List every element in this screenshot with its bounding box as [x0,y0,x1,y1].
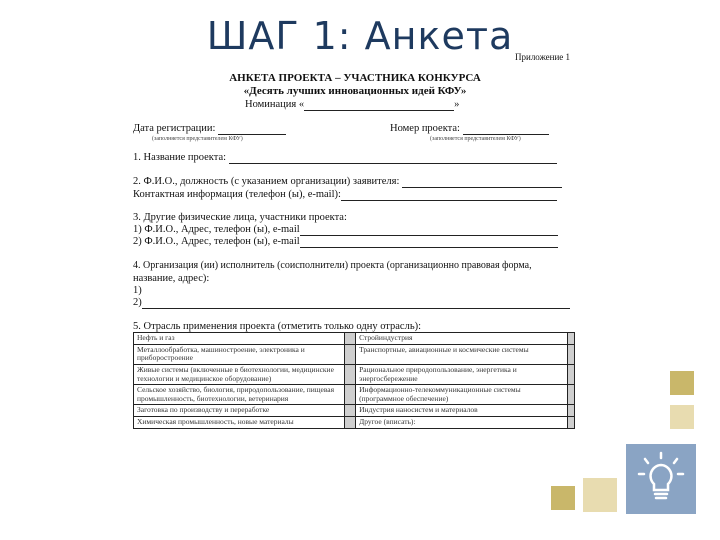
industry-checkbox[interactable] [567,333,574,345]
q3-label: 3. Другие физические лица, участники проекта: [133,212,347,223]
project-no-row [390,122,549,135]
industry-checkbox[interactable] [567,385,574,405]
project-no-label: Номер проекта: [390,123,460,134]
industry-cell: Химическая промышленность, новые материалы [134,417,345,429]
q4-label: 4. Организация (ии) исполнитель (соисполнители) проекта (организационно правовая форма, [133,260,532,271]
nomination-row [245,98,459,111]
q4-1-label: 1) [133,285,142,296]
industry-cell: Металлообработка, машиностроение, электроника и приборостроение [134,344,345,364]
industry-table-row [134,385,575,405]
q3-2-label: 2) Ф.И.О., Адрес, телефон (ы), e-mail [133,236,300,247]
industry-checkbox[interactable] [344,333,355,345]
industry-checkbox[interactable] [344,364,355,384]
q1-field[interactable] [229,154,557,164]
q4-2-label: 2) [133,297,142,308]
nomination-label: Номинация « [245,99,305,110]
reg-date-label: Дата регистрации: [133,123,216,134]
industry-cell: Рациональное природопользование, энергетика и энергосбережение [356,364,568,384]
nomination-field[interactable] [304,101,454,111]
industry-checkbox[interactable] [567,405,574,417]
industry-checkbox[interactable] [344,344,355,364]
decor-square-olive [670,371,694,395]
industry-cell: Живые системы (включенные в биотехнологии, медицинские технологии и медицинское оборудование) [134,364,345,384]
decor-square-beige [670,405,694,429]
q4-2-row [133,296,570,309]
project-no-hint: (заполняется представителем КФУ) [430,136,521,142]
q2-contact-row [133,188,557,201]
appendix-label: Приложение 1 [515,52,571,62]
q4-2-field[interactable] [142,299,570,309]
industry-table-row [134,364,575,384]
q3-2-row [133,235,558,248]
industry-checkbox[interactable] [344,405,355,417]
industry-checkbox[interactable] [567,364,574,384]
industry-cell: Стройиндустрия [356,333,568,345]
industry-checkbox[interactable] [344,385,355,405]
industry-checkbox[interactable] [567,344,574,364]
q1-label: 1. Название проекта: [133,152,227,163]
q2-contact-label: Контактная информация (телефон (ы), e-mail): [133,189,341,200]
q2-contact-field[interactable] [341,191,557,201]
nomination-end: » [454,99,460,110]
q2-row [133,175,562,188]
form-heading: АНКЕТА ПРОЕКТА – УЧАСТНИКА КОНКУРСА [229,72,481,84]
decor-square-olive-2 [551,486,575,510]
industry-table-row [134,417,575,429]
form-subheading: «Десять лучших инновационных идей КФУ» [243,85,467,97]
q2-field[interactable] [402,178,562,188]
reg-date-hint: (заполняется представителем КФУ) [152,136,243,142]
industry-table [133,332,575,429]
reg-date-row [133,122,286,135]
industry-cell: Информационно-телекоммуникационные системы (программное обеспечение) [356,385,568,405]
industry-checkbox[interactable] [567,417,574,429]
industry-cell: Сельское хозяйство, биология, природопользование, пищевая промышленность, биотехнологии, ветеринария [134,385,345,405]
q2-label: 2. Ф.И.О., должность (с указанием организации) заявителя: [133,176,400,187]
q5-label: 5. Отрасль применения проекта (отметить только одну отрасль): [133,321,422,332]
q3-2-field[interactable] [300,238,558,248]
industry-table-row [134,344,575,364]
industry-cell: Другое (вписать): [356,417,568,429]
q1-row [133,151,557,164]
slide-title: ШАГ 1: Анкета [206,14,514,58]
industry-cell: Транспортные, авиационные и космические системы [356,344,568,364]
project-no-field[interactable] [463,125,549,135]
industry-checkbox[interactable] [344,417,355,429]
industry-table-row [134,333,575,345]
q4-label-b: название, адрес): [133,273,210,284]
industry-cell: Заготовка по производству и переработке [134,405,345,417]
questionnaire-document [130,50,580,460]
industry-cell: Нефть и газ [134,333,345,345]
reg-date-field[interactable] [218,125,286,135]
decor-square-beige-2 [583,478,617,512]
industry-cell: Индустрия наносистем и материалов [356,405,568,417]
q3-1-label: 1) Ф.И.О., Адрес, телефон (ы), e-mail [133,224,300,235]
lightbulb-icon [626,444,696,514]
industry-table-row [134,405,575,417]
